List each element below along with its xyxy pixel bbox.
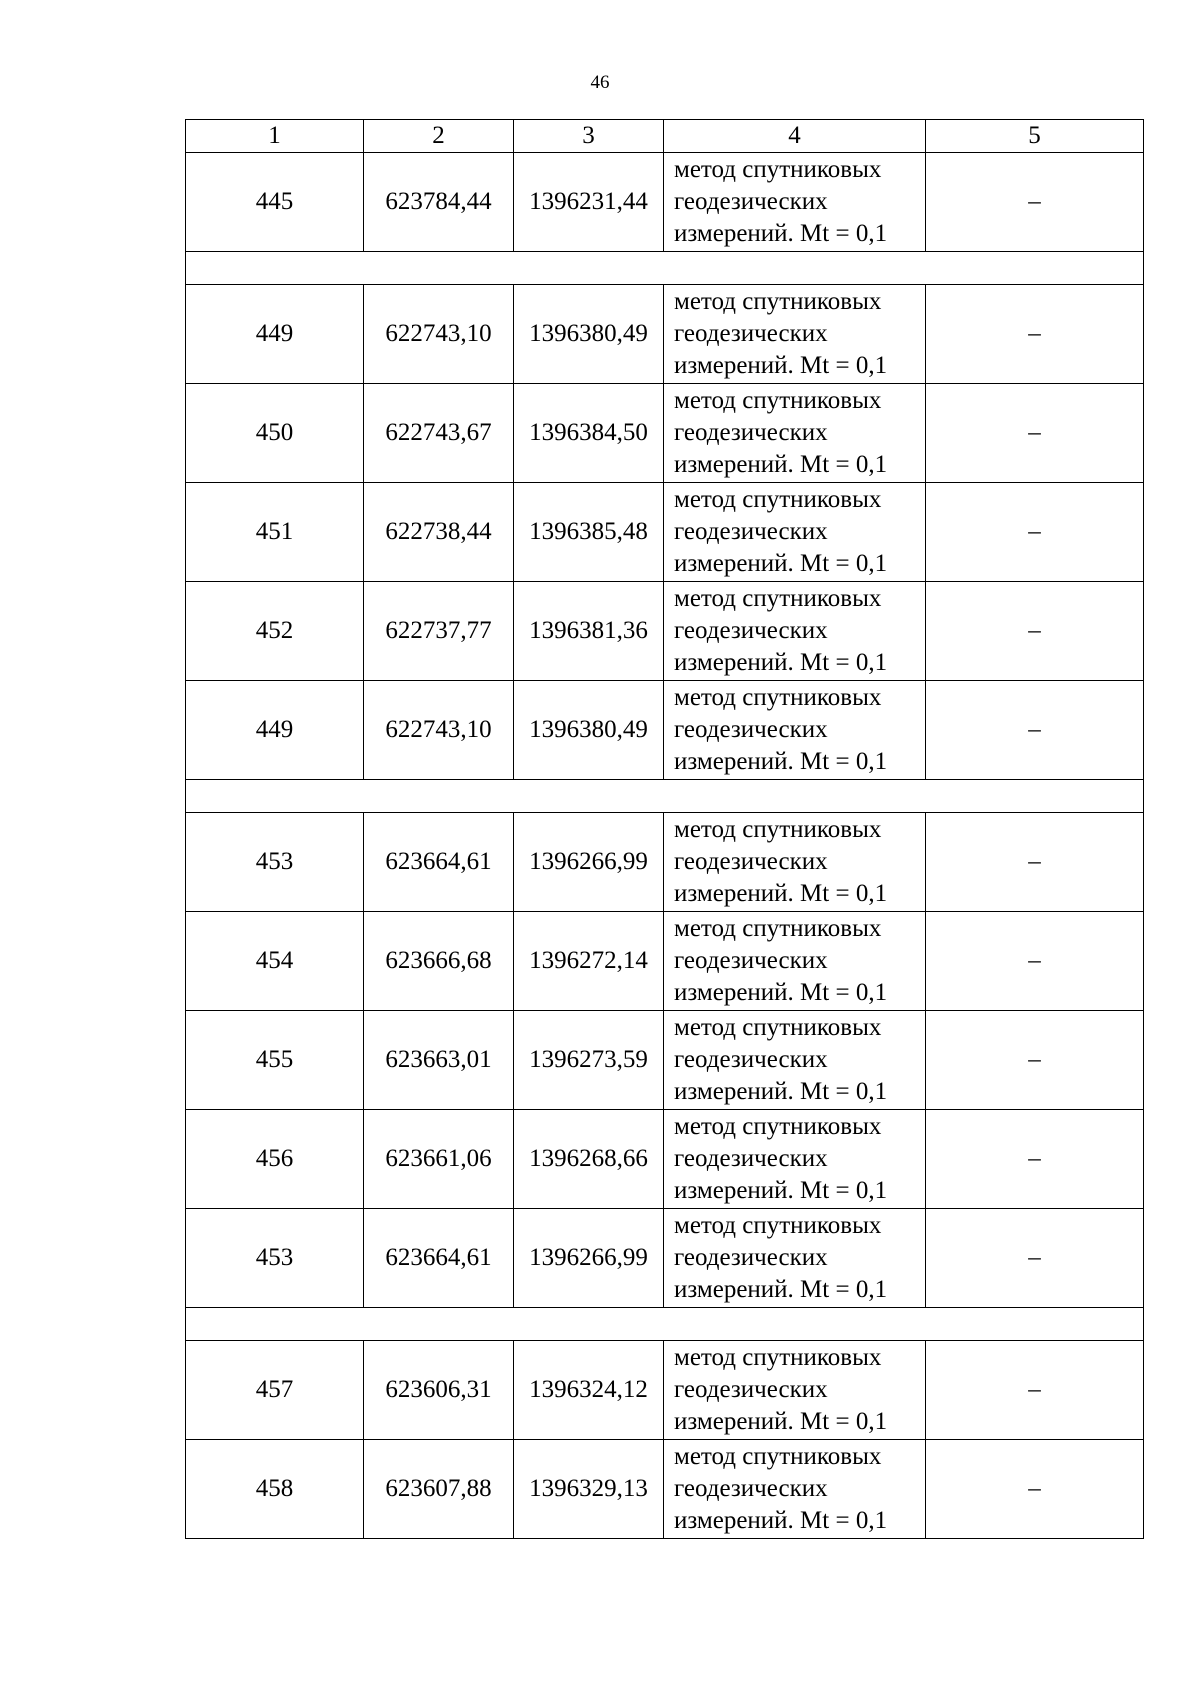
- contour-separator-row: [186, 252, 1144, 285]
- point-number-cell: 455: [186, 1011, 364, 1110]
- description-cell: –: [926, 1011, 1144, 1110]
- method-cell: [664, 1440, 926, 1539]
- x-coordinate-cell: 623666,68: [364, 912, 514, 1011]
- description-cell: –: [926, 681, 1144, 780]
- method-line-1: метод спутниковых: [674, 585, 882, 612]
- point-number-cell: 458: [186, 1440, 364, 1539]
- table-row: [186, 1341, 1144, 1440]
- table-row: [186, 582, 1144, 681]
- method-line-3: измерений. Mt = 0,1: [674, 1408, 888, 1435]
- description-cell: –: [926, 1440, 1144, 1539]
- description-cell: –: [926, 483, 1144, 582]
- contour-separator-cell: [186, 780, 1144, 813]
- contour-separator-cell: [186, 1308, 1144, 1341]
- method-line-3: измерений. Mt = 0,1: [674, 748, 888, 775]
- description-cell: –: [926, 912, 1144, 1011]
- x-coordinate-cell: 623784,44: [364, 153, 514, 252]
- method-line-1: метод спутниковых: [674, 1014, 882, 1041]
- method-line-2: геодезических: [674, 1046, 828, 1073]
- table-row: [186, 1110, 1144, 1209]
- table-row: [186, 912, 1144, 1011]
- y-coordinate-cell: 1396268,66: [514, 1110, 664, 1209]
- method-line-2: геодезических: [674, 188, 828, 215]
- method-cell: [664, 483, 926, 582]
- header-cell-4: 4: [664, 120, 926, 153]
- method-cell: [664, 1011, 926, 1110]
- method-line-3: измерений. Mt = 0,1: [674, 220, 888, 247]
- table-row: [186, 483, 1144, 582]
- description-cell: –: [926, 813, 1144, 912]
- x-coordinate-cell: 622738,44: [364, 483, 514, 582]
- method-cell: [664, 1110, 926, 1209]
- method-line-1: метод спутниковых: [674, 915, 882, 942]
- y-coordinate-cell: 1396272,14: [514, 912, 664, 1011]
- x-coordinate-cell: 623663,01: [364, 1011, 514, 1110]
- contour-separator-row: [186, 780, 1144, 813]
- method-cell: [664, 681, 926, 780]
- description-cell: –: [926, 384, 1144, 483]
- x-coordinate-cell: 622743,67: [364, 384, 514, 483]
- y-coordinate-cell: 1396266,99: [514, 813, 664, 912]
- table-row: [186, 1440, 1144, 1539]
- header-cell-3: 3: [514, 120, 664, 153]
- x-coordinate-cell: 623664,61: [364, 1209, 514, 1308]
- method-line-2: геодезических: [674, 1145, 828, 1172]
- point-number-cell: 452: [186, 582, 364, 681]
- x-coordinate-cell: 622737,77: [364, 582, 514, 681]
- description-cell: –: [926, 1110, 1144, 1209]
- point-number-cell: 445: [186, 153, 364, 252]
- method-line-1: метод спутниковых: [674, 156, 882, 183]
- y-coordinate-cell: 1396384,50: [514, 384, 664, 483]
- method-line-3: измерений. Mt = 0,1: [674, 1276, 888, 1303]
- table-row: [186, 153, 1144, 252]
- method-line-1: метод спутниковых: [674, 486, 882, 513]
- method-cell: [664, 912, 926, 1011]
- method-line-3: измерений. Mt = 0,1: [674, 979, 888, 1006]
- method-line-2: геодезических: [674, 1376, 828, 1403]
- y-coordinate-cell: 1396381,36: [514, 582, 664, 681]
- table-row: [186, 1209, 1144, 1308]
- method-line-2: геодезических: [674, 848, 828, 875]
- x-coordinate-cell: 623661,06: [364, 1110, 514, 1209]
- method-line-3: измерений. Mt = 0,1: [674, 1177, 888, 1204]
- method-line-1: метод спутниковых: [674, 288, 882, 315]
- y-coordinate-cell: 1396380,49: [514, 285, 664, 384]
- method-line-2: геодезических: [674, 320, 828, 347]
- point-number-cell: 449: [186, 285, 364, 384]
- y-coordinate-cell: 1396329,13: [514, 1440, 664, 1539]
- method-line-2: геодезических: [674, 1244, 828, 1271]
- x-coordinate-cell: 623607,88: [364, 1440, 514, 1539]
- method-cell: [664, 1341, 926, 1440]
- y-coordinate-cell: 1396324,12: [514, 1341, 664, 1440]
- method-line-1: метод спутниковых: [674, 1113, 882, 1140]
- header-cell-2: 2: [364, 120, 514, 153]
- method-line-1: метод спутниковых: [674, 1344, 882, 1371]
- method-cell: [664, 285, 926, 384]
- point-number-cell: 450: [186, 384, 364, 483]
- y-coordinate-cell: 1396266,99: [514, 1209, 664, 1308]
- method-line-3: измерений. Mt = 0,1: [674, 649, 888, 676]
- method-line-1: метод спутниковых: [674, 1443, 882, 1470]
- method-line-1: метод спутниковых: [674, 387, 882, 414]
- method-line-3: измерений. Mt = 0,1: [674, 451, 888, 478]
- method-line-2: геодезических: [674, 419, 828, 446]
- y-coordinate-cell: 1396273,59: [514, 1011, 664, 1110]
- description-cell: –: [926, 1209, 1144, 1308]
- table-row: [186, 1011, 1144, 1110]
- method-line-3: измерений. Mt = 0,1: [674, 1078, 888, 1105]
- method-line-3: измерений. Mt = 0,1: [674, 1507, 888, 1534]
- description-cell: –: [926, 582, 1144, 681]
- contour-separator-cell: [186, 252, 1144, 285]
- table-header-row: [186, 120, 1144, 153]
- method-line-1: метод спутниковых: [674, 1212, 882, 1239]
- method-line-3: измерений. Mt = 0,1: [674, 352, 888, 379]
- coordinates-table: [185, 119, 1144, 1539]
- y-coordinate-cell: 1396231,44: [514, 153, 664, 252]
- table-row: [186, 285, 1144, 384]
- description-cell: –: [926, 285, 1144, 384]
- method-line-1: метод спутниковых: [674, 684, 882, 711]
- page-number: 46: [590, 72, 610, 93]
- point-number-cell: 456: [186, 1110, 364, 1209]
- header-cell-1: 1: [186, 120, 364, 153]
- x-coordinate-cell: 623664,61: [364, 813, 514, 912]
- method-line-3: измерений. Mt = 0,1: [674, 880, 888, 907]
- method-line-1: метод спутниковых: [674, 816, 882, 843]
- method-line-2: геодезических: [674, 617, 828, 644]
- point-number-cell: 453: [186, 813, 364, 912]
- table-row: [186, 813, 1144, 912]
- method-line-2: геодезических: [674, 716, 828, 743]
- table-row: [186, 681, 1144, 780]
- point-number-cell: 451: [186, 483, 364, 582]
- method-cell: [664, 384, 926, 483]
- x-coordinate-cell: 623606,31: [364, 1341, 514, 1440]
- y-coordinate-cell: 1396385,48: [514, 483, 664, 582]
- x-coordinate-cell: 622743,10: [364, 285, 514, 384]
- description-cell: –: [926, 153, 1144, 252]
- point-number-cell: 457: [186, 1341, 364, 1440]
- method-cell: [664, 813, 926, 912]
- method-line-2: геодезических: [674, 1475, 828, 1502]
- coordinates-table-body: [186, 120, 1144, 1539]
- header-cell-5: 5: [926, 120, 1144, 153]
- contour-separator-row: [186, 1308, 1144, 1341]
- method-cell: [664, 153, 926, 252]
- point-number-cell: 453: [186, 1209, 364, 1308]
- point-number-cell: 454: [186, 912, 364, 1011]
- y-coordinate-cell: 1396380,49: [514, 681, 664, 780]
- description-cell: –: [926, 1341, 1144, 1440]
- method-line-3: измерений. Mt = 0,1: [674, 550, 888, 577]
- method-cell: [664, 1209, 926, 1308]
- method-cell: [664, 582, 926, 681]
- table-row: [186, 384, 1144, 483]
- method-line-2: геодезических: [674, 518, 828, 545]
- method-line-2: геодезических: [674, 947, 828, 974]
- x-coordinate-cell: 622743,10: [364, 681, 514, 780]
- point-number-cell: 449: [186, 681, 364, 780]
